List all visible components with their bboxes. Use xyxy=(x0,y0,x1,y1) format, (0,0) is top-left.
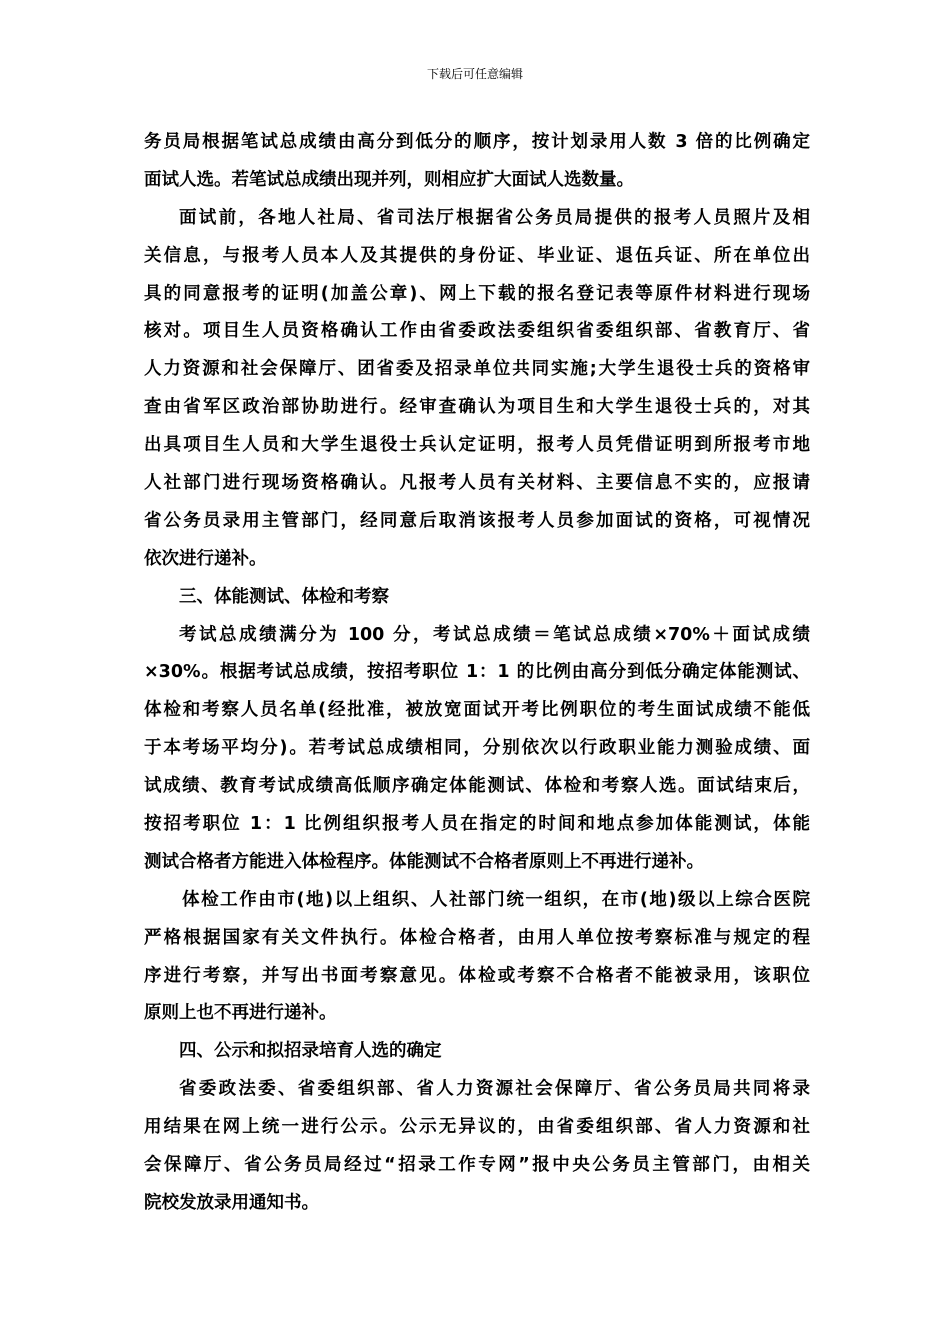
text-line: ×30%。根据考试总成绩，按招考职位 1：1 的比例由高分到低分确定体能测试、 xyxy=(144,662,810,683)
text-line: 试成绩、教育考试成绩高低顺序确定体能测试、体检和考察人选。面试结束后， xyxy=(144,776,810,797)
text-line: 依次进行递补。 xyxy=(144,548,267,569)
text-line: 考试总成绩满分为 100 分，考试总成绩＝笔试总成绩×70%＋面试成绩 xyxy=(179,624,810,645)
text-line: 关信息，与报考人员本人及其提供的身份证、毕业证、退伍兵证、所在单位出 xyxy=(144,245,810,266)
document-body xyxy=(144,124,810,1223)
text-line: 核对。项目生人员资格确认工作由省委政法委组织省委组织部、省教育厅、省 xyxy=(144,321,810,342)
text-line: 体检工作由市(地)以上组织、人社部门统一组织，在市(地)级以上综合医院 xyxy=(182,889,810,910)
text-line: 面试人选。若笔试总成绩出现并列，则相应扩大面试人选数量。 xyxy=(144,169,634,190)
text-line: 省公务员录用主管部门，经同意后取消该报考人员参加面试的资格，可视情况 xyxy=(144,510,810,531)
text-line: 面试前，各地人社局、省司法厅根据省公务员局提供的报考人员照片及相 xyxy=(179,207,810,228)
text-line: 院校发放录用通知书。 xyxy=(144,1192,319,1213)
text-line: 人社部门进行现场资格确认。凡报考人员有关材料、主要信息不实的，应报请 xyxy=(144,473,810,494)
text-line: 省委政法委、省委组织部、省人力资源社会保障厅、省公务员局共同将录 xyxy=(179,1079,810,1100)
page-header: 下载后可任意编辑 xyxy=(426,67,523,81)
text-line: 体检和考察人员名单(经批准，被放宽面试开考比例职位的考生面试成绩不能低 xyxy=(144,700,810,721)
text-line: 查由省军区政治部协助进行。经审查确认为项目生和大学生退役士兵的，对其 xyxy=(144,397,810,418)
text-line: 用结果在网上统一进行公示。公示无异议的，由省委组织部、省人力资源和社 xyxy=(144,1117,810,1138)
text-line: 于本考场平均分)。若考试总成绩相同，分别依次以行政职业能力测验成绩、面 xyxy=(144,738,810,759)
text-line: 具的同意报考的证明(加盖公章)、网上下载的报名登记表等原件材料进行现场 xyxy=(144,283,810,304)
text-line: 严格根据国家有关文件执行。体检合格者，由用人单位按考察标准与规定的程 xyxy=(144,927,810,948)
text-line: 会保障厅、省公务员局经过“招录工作专网”报中央公务员主管部门，由相关 xyxy=(144,1155,810,1176)
text-line: 按招考职位 1：1 比例组织报考人员在指定的时间和地点参加体能测试，体能 xyxy=(144,814,810,835)
text-line: 务员局根据笔试总成绩由高分到低分的顺序，按计划录用人数 3 倍的比例确定 xyxy=(144,132,810,152)
text-line: 序进行考察，并写出书面考察意见。体检或考察不合格者不能被录用，该职位 xyxy=(144,965,810,986)
text-line: 原则上也不再进行递补。 xyxy=(144,1003,337,1024)
text-line: 四、公示和拟招录培育人选的确定 xyxy=(179,1041,442,1062)
text-line: 三、体能测试、体检和考察 xyxy=(179,586,389,607)
text-line: 测试合格者方能进入体检程序。体能测试不合格者原则上不再进行递补。 xyxy=(144,851,704,872)
text-line: 出具项目生人员和大学生退役士兵认定证明，报考人员凭借证明到所报考市地 xyxy=(144,435,810,456)
text-line: 人力资源和社会保障厅、团省委及招录单位共同实施;大学生退役士兵的资格审 xyxy=(144,359,810,380)
